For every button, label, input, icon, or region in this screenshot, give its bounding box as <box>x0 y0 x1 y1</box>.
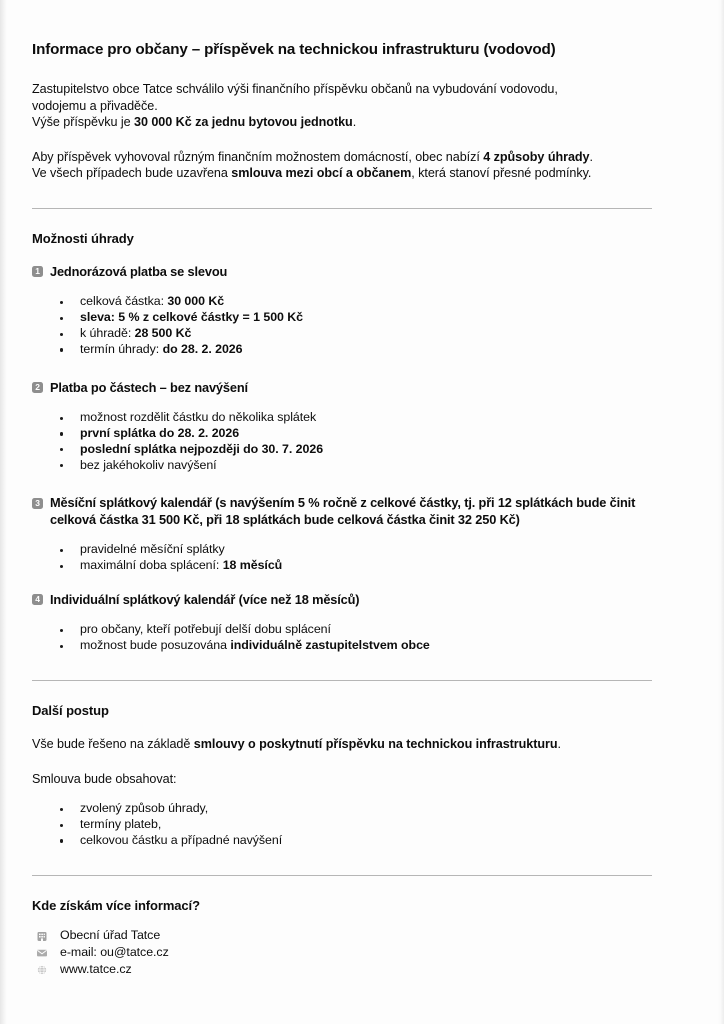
payment-option-3-bullets <box>32 542 656 574</box>
list-item <box>32 294 656 310</box>
page-title: Informace pro občany – příspěvek na technickou infrastrukturu (vodovod) <box>32 41 556 58</box>
bullet-emphasis: 28 500 Kč <box>134 326 192 341</box>
bullet-emphasis: do 28. 2. 2026 <box>162 341 243 356</box>
intro-line-3-suffix: . <box>352 115 357 130</box>
list-item <box>32 622 656 638</box>
next-steps-heading: Další postup <box>32 703 109 719</box>
contact-item-email[interactable] <box>32 944 656 961</box>
number-badge-3-icon: 3 <box>32 498 43 509</box>
intro-line-5-suffix: , která stanoví přesné podmínky. <box>411 166 592 181</box>
payment-option-1 <box>32 264 656 358</box>
list-item <box>32 342 656 358</box>
payment-option-2 <box>32 380 656 474</box>
bullet-text: k úhradě: <box>80 326 135 341</box>
list-item <box>32 426 656 442</box>
list-item <box>32 310 656 326</box>
bullet-emphasis: 18 měsíců <box>222 558 283 573</box>
contact-heading: Kde získám více informací? <box>32 897 200 913</box>
payment-option-1-title-text: Jednorázová platba se slevou <box>50 263 228 279</box>
intro-line-1: Zastupitelstvo obce Tatce schválilo výši finančního příspěvku občanů na vybudování vodovodu, <box>32 82 558 96</box>
section-divider-middle <box>32 680 652 681</box>
payment-option-2-bullets <box>32 410 656 473</box>
bullet-text: možnost rozdělit částku do několika splátek <box>80 410 317 425</box>
next-steps-contract-highlight: smlouvy o poskytnutí příspěvku na technickou infrastrukturu <box>193 737 558 752</box>
list-item <box>32 558 656 574</box>
document-body <box>32 0 656 979</box>
next-steps-line-1-prefix: Vše bude řešeno na základě <box>32 737 194 752</box>
number-badge-4-icon: 4 <box>32 594 43 605</box>
bullet-text: možnost bude posuzována <box>80 638 231 653</box>
payment-option-1-title <box>32 264 656 281</box>
payment-option-2-title-text: Platba po částech – bez navýšení <box>50 379 248 395</box>
bullet-text: bez jakéhokoliv navýšení <box>80 457 217 472</box>
contact-item-label[interactable]: e-mail: ou@tatce.cz <box>60 945 169 960</box>
payment-option-4-title <box>32 592 656 609</box>
list-item <box>32 326 656 342</box>
intro-contract-highlight: smlouva mezi obcí a občanem <box>231 166 412 181</box>
next-steps-paragraph-1 <box>32 736 656 753</box>
payment-option-2-title <box>32 380 656 397</box>
contact-item-office <box>32 927 656 944</box>
intro-line-4-suffix: . <box>589 149 593 164</box>
number-badge-2-icon: 2 <box>32 382 43 393</box>
list-item <box>32 442 656 458</box>
contact-item-website[interactable] <box>32 961 656 978</box>
intro-paragraph-1 <box>32 81 656 131</box>
list-item: celkovou částku a případné navýšení <box>32 833 656 849</box>
payment-options-heading: Možnosti úhrady <box>32 230 134 246</box>
payment-option-1-bullets <box>32 294 656 357</box>
bullet-text: celková částka: <box>80 294 168 309</box>
intro-options-highlight: 4 způsoby úhrady <box>483 149 590 164</box>
next-steps-line-1-suffix: . <box>557 737 561 752</box>
globe-icon <box>36 964 48 976</box>
contact-item-label: Obecní úřad Tatce <box>60 927 161 942</box>
contact-list <box>32 927 656 979</box>
next-steps-bullets <box>32 801 656 848</box>
intro-line-4-prefix: Aby příspěvek vyhovoval různým finančním možnostem domácností, obec nabízí <box>32 149 484 164</box>
payment-option-3-title <box>32 495 656 528</box>
payment-option-3 <box>32 495 656 574</box>
list-item <box>32 638 656 654</box>
intro-amount-highlight: 30 000 Kč za jednu bytovou jednotku <box>134 115 353 130</box>
bullet-text: pro občany, kteří potřebují delší dobu splácení <box>80 622 331 637</box>
payment-option-4-bullets <box>32 622 656 654</box>
bullet-emphasis: individuálně zastupitelstvem obce <box>230 638 430 653</box>
list-item <box>32 458 656 474</box>
bullet-emphasis: sleva: 5 % z celkové částky = 1 500 Kč <box>80 310 304 325</box>
envelope-icon <box>36 947 48 959</box>
next-steps-paragraph-2: Smlouva bude obsahovat: <box>32 771 177 786</box>
list-item <box>32 410 656 426</box>
list-item: termíny plateb, <box>32 817 656 833</box>
bullet-text: maximální doba splácení: <box>80 558 223 573</box>
bullet-emphasis: 30 000 Kč <box>167 294 225 309</box>
intro-line-5-prefix: Ve všech případech bude uzavřena <box>32 166 232 181</box>
intro-paragraph-2 <box>32 149 656 182</box>
section-divider-bottom <box>32 875 652 876</box>
bullet-emphasis: poslední splátka nejpozději do 30. 7. 2026 <box>80 441 324 456</box>
list-item <box>32 542 656 558</box>
number-badge-1-icon: 1 <box>32 266 43 277</box>
payment-option-4-title-text: Individuální splátkový kalendář (více než 18 měsíců) <box>50 591 360 607</box>
section-divider-top <box>32 208 652 209</box>
list-item: zvolený způsob úhrady, <box>32 801 656 817</box>
bullet-text: pravidelné měsíční splátky <box>80 542 225 557</box>
payment-option-3-title-text: Měsíční splátkový kalendář (s navýšením 5 % ročně z celkové částky, tj. při 12 splátkách bude činit celková částka 31 500 Kč, při 18 splátkách bude celková částka činit 32 250 Kč) <box>50 495 636 527</box>
office-building-icon <box>36 930 48 942</box>
contact-item-label[interactable]: www.tatce.cz <box>60 962 132 977</box>
payment-option-4 <box>32 592 656 654</box>
bullet-emphasis: první splátka do 28. 2. 2026 <box>80 425 240 440</box>
intro-line-3-prefix: Výše příspěvku je <box>32 115 134 130</box>
bullet-text: termín úhrady: <box>80 341 163 356</box>
intro-line-2: vodojemu a přivaděče. <box>32 98 158 113</box>
